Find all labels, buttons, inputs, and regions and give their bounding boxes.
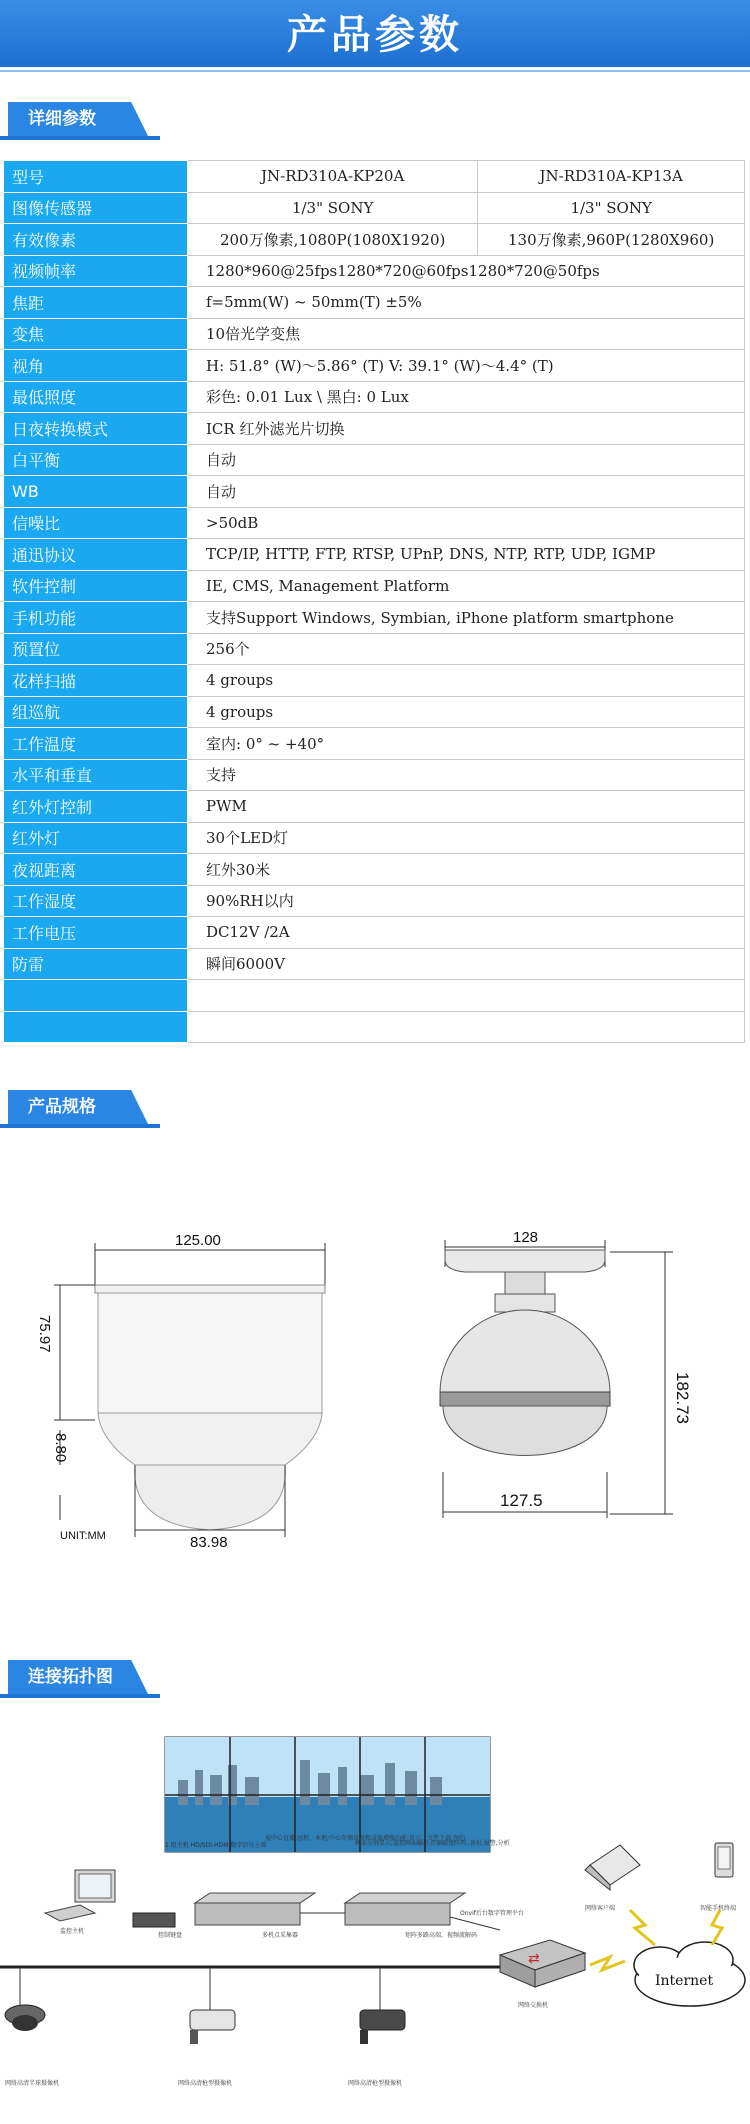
spec-value: 200万像素,1080P(1080X1920) (188, 224, 478, 256)
spec-value (188, 980, 745, 1012)
spec-row (4, 224, 745, 256)
section-tab-topology (0, 1660, 160, 1700)
spec-row (4, 696, 745, 728)
right-note: 存储磁盘阵列 ,备份,报警,分析 (430, 1840, 510, 1847)
spec-row (4, 885, 745, 917)
spec-label: 组巡航 (4, 696, 188, 728)
cam2-label: 网络高清枪型摄像机 (178, 2080, 233, 2087)
spec-label: 防雷 (4, 948, 188, 980)
spec-value: 10倍光学变焦 (188, 318, 745, 350)
dim-bottom-width: 83.98 (190, 1534, 228, 1550)
spec-row (4, 759, 745, 791)
spec-value: 1/3" SONY (188, 192, 478, 224)
topology-diagram (0, 1725, 750, 2120)
spec-label (4, 1011, 188, 1043)
spec-row (4, 255, 745, 287)
spec-label: 软件控制 (4, 570, 188, 602)
server1-label: 多机点采集器 (262, 1932, 299, 1939)
spec-row (4, 318, 745, 350)
spec-row (4, 948, 745, 980)
spec-value: 室内: 0° ~ +40° (188, 728, 745, 760)
spec-value: 30个LED灯 (188, 822, 745, 854)
dim-front-top-width: 128 (513, 1229, 539, 1246)
camera-bullet-1 (178, 1967, 235, 2087)
spec-row (4, 381, 745, 413)
server2-note: 画面分割显示;监控画面输出 (355, 1840, 430, 1847)
spec-label: 焦距 (4, 287, 188, 319)
section-tab-params (0, 102, 160, 142)
spec-label: 红外灯控制 (4, 791, 188, 823)
spec-value: IE, CMS, Management Platform (188, 570, 745, 602)
spec-label: 水平和垂直 (4, 759, 188, 791)
platform-label: Onvif后台数字管理平台 (460, 1910, 524, 1917)
spec-label: 信噪比 (4, 507, 188, 539)
laptop-label: 网络客户端 (585, 1905, 616, 1912)
spec-label: 工作温度 (4, 728, 188, 760)
spec-row (4, 980, 745, 1012)
keyboard-label: 控制键盘 (158, 1932, 183, 1939)
spec-value: ICR 红外滤光片切换 (188, 413, 745, 445)
spec-row (4, 444, 745, 476)
spec-value: 彩色: 0.01 Lux \ 黑白: 0 Lux (188, 381, 745, 413)
spec-row (4, 192, 745, 224)
spec-row (4, 539, 745, 571)
section-title-topology: 连接拓扑图 (28, 1667, 113, 1687)
server-1 (195, 1893, 315, 1939)
switch-label: 网络交换机 (518, 2002, 549, 2009)
spec-row (4, 161, 745, 193)
spec-value: TCP/IP, HTTP, FTP, RTSP, UPnP, DNS, NTP, RTP, UDP, IGMP (188, 539, 745, 571)
spec-value: 130万像素,960P(1280X960) (478, 224, 745, 256)
spec-value: 256个 (188, 633, 745, 665)
spec-value (188, 1011, 745, 1043)
spec-row (4, 728, 745, 760)
server1-note: 1.组主机 HD/SDI-HDMI数字信号上墙 (165, 1842, 267, 1849)
spec-value: 4 groups (188, 696, 745, 728)
spec-label: 工作湿度 (4, 885, 188, 917)
camera-bullet-2 (348, 1967, 405, 2087)
spec-row (4, 854, 745, 886)
laptop (585, 1845, 640, 1912)
spec-value: 支持 (188, 759, 745, 791)
spec-row (4, 350, 745, 382)
page-title: 产品参数 (287, 12, 463, 58)
dimension-drawing-side (20, 1225, 360, 1550)
phone-label: 智能手机终端 (700, 1905, 737, 1912)
spec-row (4, 791, 745, 823)
spec-value: >50dB (188, 507, 745, 539)
spec-value: JN-RD310A-KP20A (188, 161, 478, 193)
spec-label: 日夜转换模式 (4, 413, 188, 445)
spec-label: 图像传感器 (4, 192, 188, 224)
spec-row (4, 1011, 745, 1043)
cam1-label: 网络高清半球摄像机 (5, 2080, 60, 2087)
spec-value: 瞬间6000V (188, 948, 745, 980)
spec-label: 白平衡 (4, 444, 188, 476)
server2-label: 矩阵多路高端、视频流解码 (405, 1932, 478, 1939)
smartphone (700, 1843, 736, 1912)
spec-label: 花样扫描 (4, 665, 188, 697)
spec-row (4, 665, 745, 697)
spec-row (4, 917, 745, 949)
spec-label: 预置位 (4, 633, 188, 665)
control-keyboard (133, 1913, 182, 1939)
spec-value: 1/3" SONY (478, 192, 745, 224)
spec-label: 视频帧率 (4, 255, 188, 287)
pc-label: 监控主机 (60, 1928, 85, 1935)
section-tab-spec (0, 1090, 160, 1130)
spec-row (4, 602, 745, 634)
spec-value: DC12V /2A (188, 917, 745, 949)
spec-label: 红外灯 (4, 822, 188, 854)
section-title-params: 详细参数 (28, 109, 96, 129)
dim-upper-height: 75.97 (36, 1315, 53, 1353)
spec-label: 变焦 (4, 318, 188, 350)
network-switch (500, 1940, 585, 2009)
pc-workstation (45, 1870, 115, 1935)
spec-label: 通迅协议 (4, 539, 188, 571)
spec-value: 自动 (188, 444, 745, 476)
spec-row (4, 287, 745, 319)
spec-value: H: 51.8° (W)～5.86° (T) V: 39.1° (W)～4.4° (T) (188, 350, 745, 382)
switch-arrows-icon: ⇄ (528, 1951, 540, 1967)
spec-label: 工作电压 (4, 917, 188, 949)
internet-label: Internet (655, 1973, 714, 1989)
dim-top-width: 125.00 (175, 1232, 221, 1249)
spec-label (4, 980, 188, 1012)
spec-value: 支持Support Windows, Symbian, iPhone platform smartphone (188, 602, 745, 634)
dim-front-bottom-width: 127.5 (500, 1491, 543, 1510)
spec-label: WB (4, 476, 188, 508)
spec-table (3, 160, 745, 1043)
spec-row (4, 476, 745, 508)
camera-dome (5, 1967, 59, 2087)
spec-value: 4 groups (188, 665, 745, 697)
spec-label: 夜视距离 (4, 854, 188, 886)
spec-row (4, 633, 745, 665)
spec-value: 红外30米 (188, 854, 745, 886)
spec-value: JN-RD310A-KP13A (478, 161, 745, 193)
center-note: 视中心直播:远程、本地;中心存储设备和录像增强功能;显示、文件下载;预约 (265, 1835, 466, 1842)
dim-lower-height: 8.80 (52, 1433, 69, 1463)
spec-label: 有效像素 (4, 224, 188, 256)
spec-value: 自动 (188, 476, 745, 508)
spec-label: 视角 (4, 350, 188, 382)
spec-value: f=5mm(W) ~ 50mm(T) ±5% (188, 287, 745, 319)
section-title-spec: 产品规格 (28, 1097, 96, 1117)
spec-label: 型号 (4, 161, 188, 193)
cam3-label: 网络高清枪型摄像机 (348, 2080, 403, 2087)
server-2 (345, 1893, 477, 1939)
dimension-drawing-front (395, 1222, 715, 1552)
spec-label: 手机功能 (4, 602, 188, 634)
spec-row (4, 822, 745, 854)
unit-label: UNIT:MM (60, 1530, 106, 1542)
spec-row (4, 570, 745, 602)
spec-label: 最低照度 (4, 381, 188, 413)
spec-row (4, 413, 745, 445)
internet-cloud (634, 1942, 745, 2006)
spec-value: 1280*960@25fps1280*720@60fps1280*720@50fps (188, 255, 745, 287)
spec-value: PWM (188, 791, 745, 823)
spec-value: 90%RH以内 (188, 885, 745, 917)
dim-front-height: 182.73 (673, 1372, 692, 1424)
spec-row (4, 507, 745, 539)
